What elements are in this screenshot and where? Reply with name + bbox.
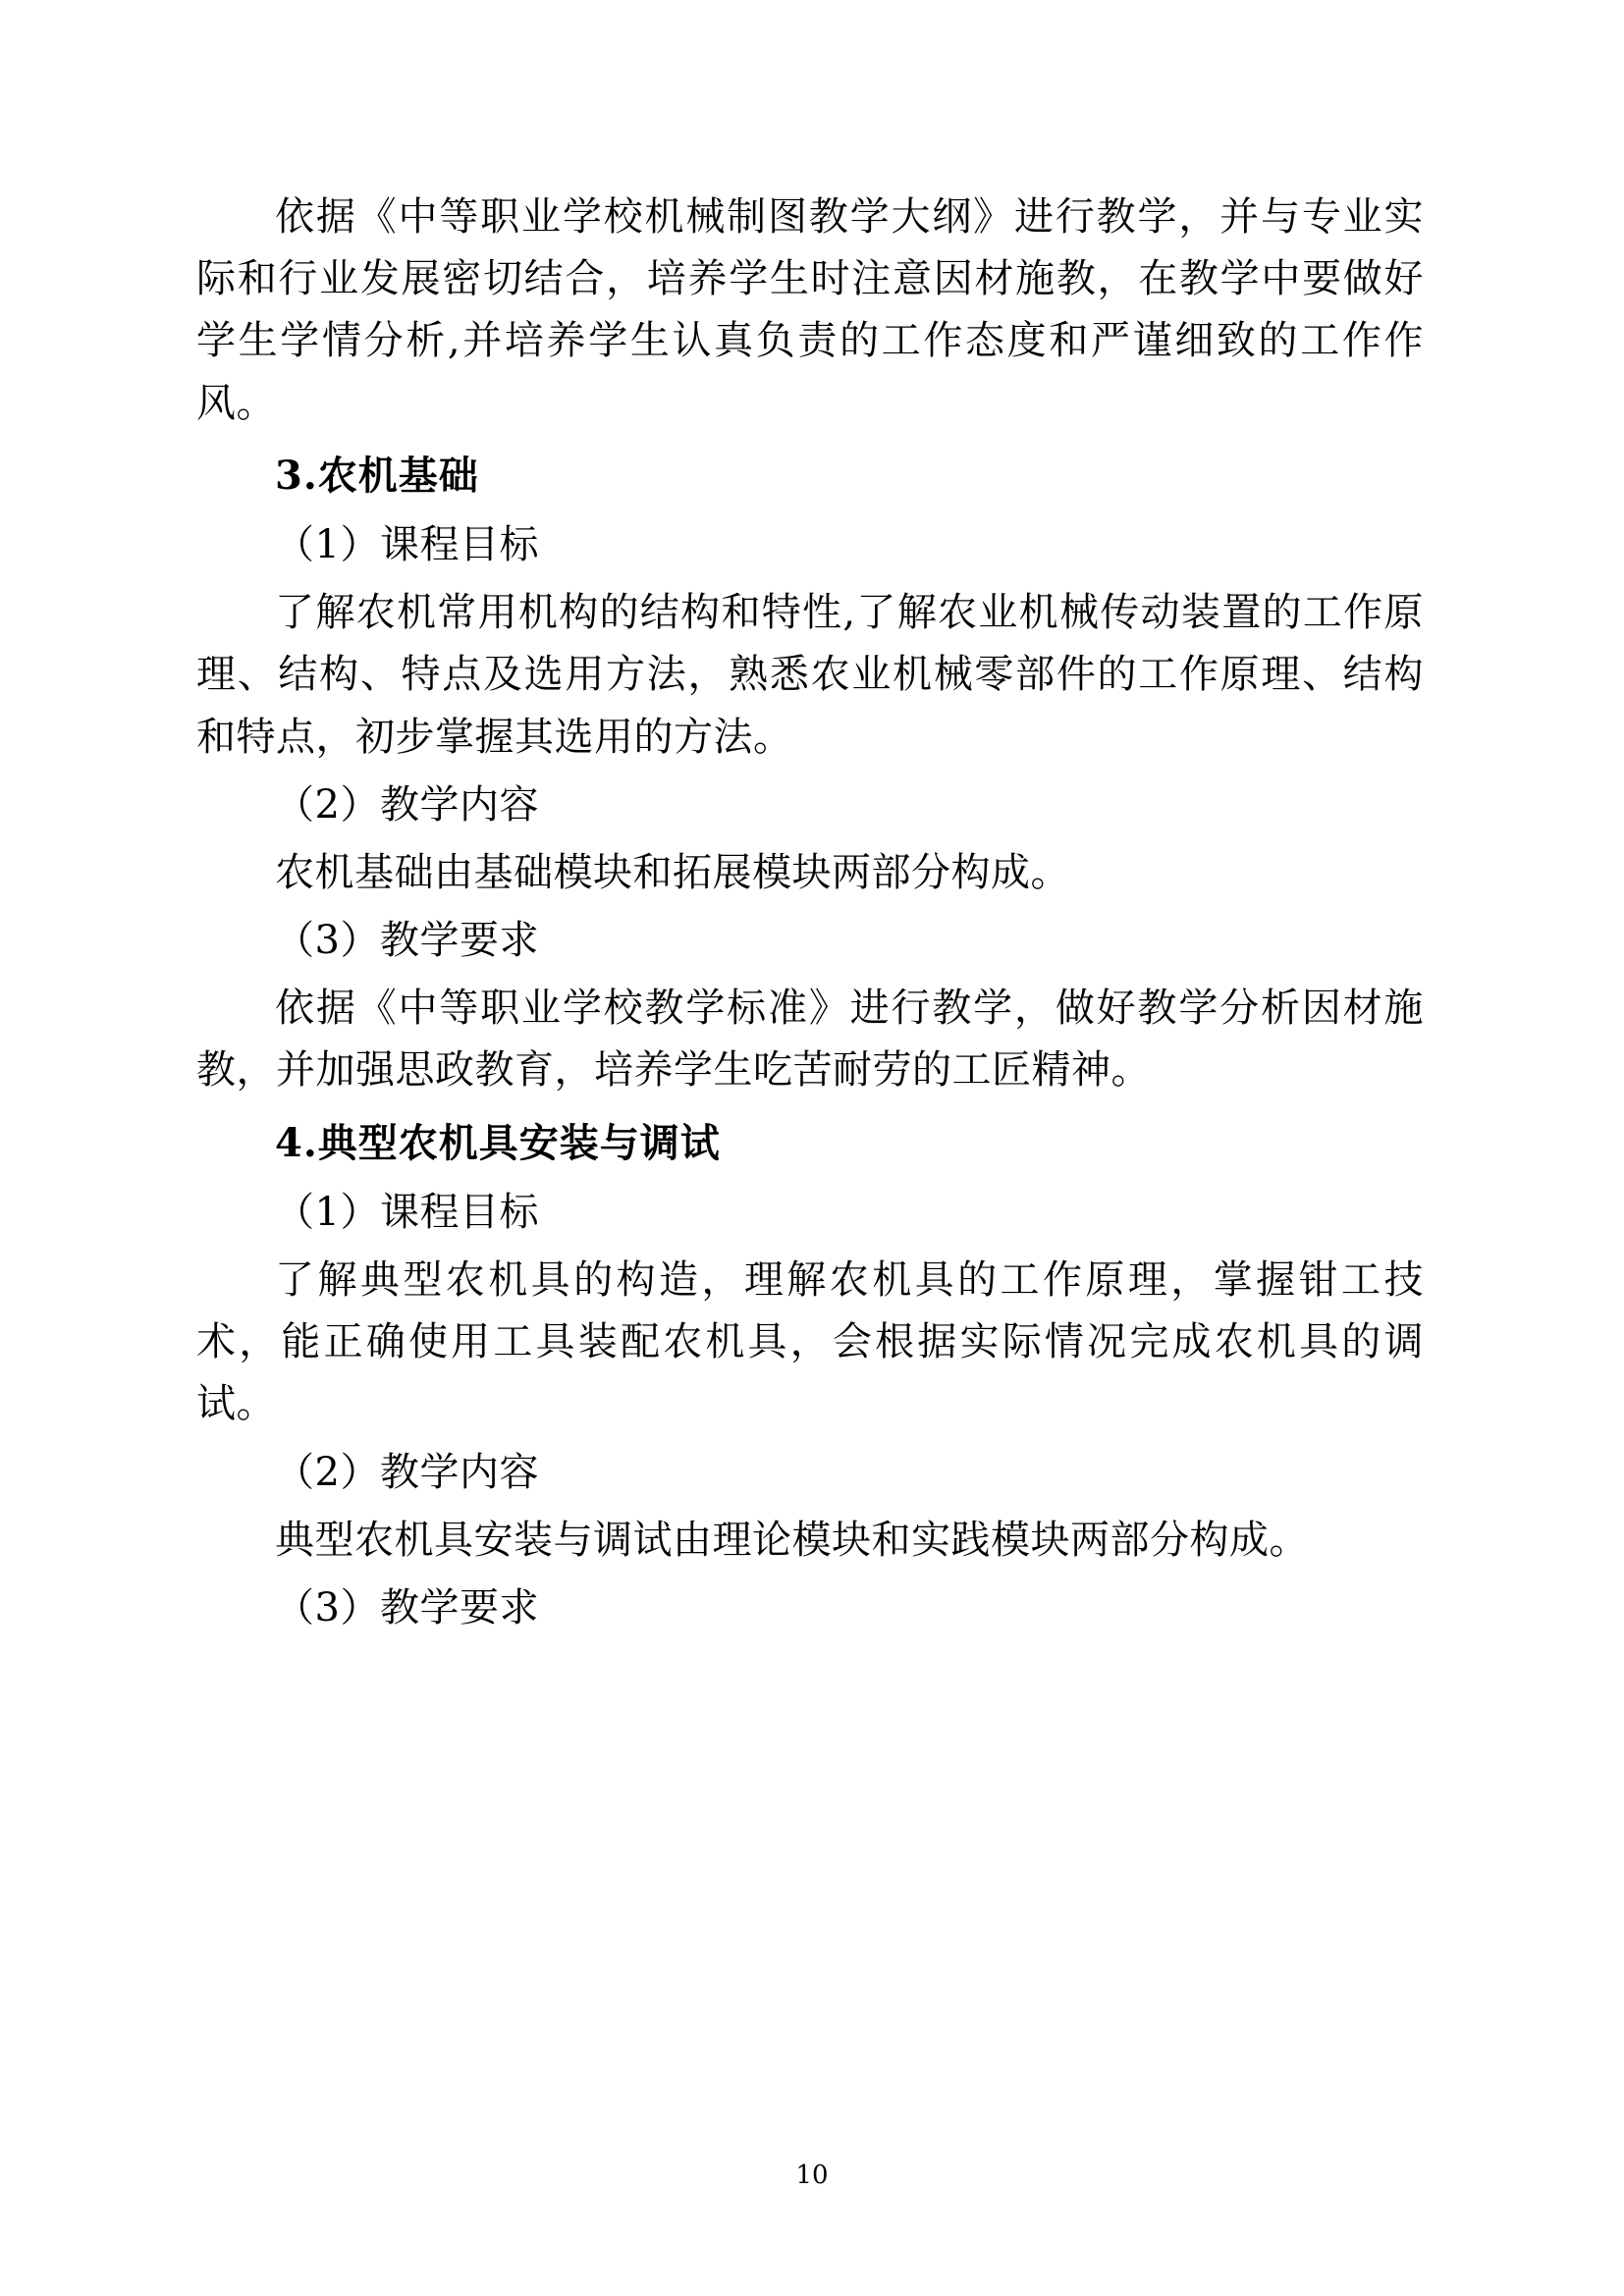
heading-4-typical-machinery-installation: 4.典型农机具安装与调试 xyxy=(275,1119,721,1166)
paragraph-mechanical-drawing-requirement: 依据《中等职业学校机械制图教学大纲》进行教学，并与专业实际和行业发展密切结合，培养学生时注意因材施教，在教学中要做好学生学情分析,并培养学生认真负责的工作态度和严谨细致的工作作风。 xyxy=(196,194,1424,426)
subheading-4-2-teaching-content: （2）教学内容 xyxy=(275,1449,539,1495)
subheading-3-3-teaching-requirement: （3）教学要求 xyxy=(275,918,539,964)
subheading-3-2-teaching-content: （2）教学内容 xyxy=(275,781,539,828)
paragraph-3-1-objective-body: 了解农机常用机构的结构和特性,了解农业机械传动装置的工作原理、结构、特点及选用方法，熟悉农业机械零部件的工作原理、结构和特点，初步掌握其选用的方法。 xyxy=(196,590,1424,760)
heading-3-agricultural-machinery-basics: 3.农机基础 xyxy=(275,452,479,499)
subheading-4-1-course-objective: （1）课程目标 xyxy=(275,1189,539,1235)
page-number: 10 xyxy=(795,2161,829,2190)
paragraph-4-2-content-body: 典型农机具安装与调试由理论模块和实践模块两部分构成。 xyxy=(275,1517,1309,1563)
paragraph-4-1-objective-body: 了解典型农机具的构造，理解农机具的工作原理，掌握钳工技术，能正确使用工具装配农机具，会根据实际情况完成农机具的调试。 xyxy=(196,1257,1424,1427)
paragraph-3-2-content-body: 农机基础由基础模块和拓展模块两部分构成。 xyxy=(275,849,1070,895)
subheading-3-1-course-objective: （1）课程目标 xyxy=(275,521,539,567)
paragraph-3-3-requirement-body: 依据《中等职业学校教学标准》进行教学，做好教学分析因材施教，并加强思政教育，培养学生吃苦耐劳的工匠精神。 xyxy=(196,986,1424,1094)
subheading-4-3-teaching-requirement: （3）教学要求 xyxy=(275,1584,539,1630)
document-body xyxy=(196,187,1424,1639)
